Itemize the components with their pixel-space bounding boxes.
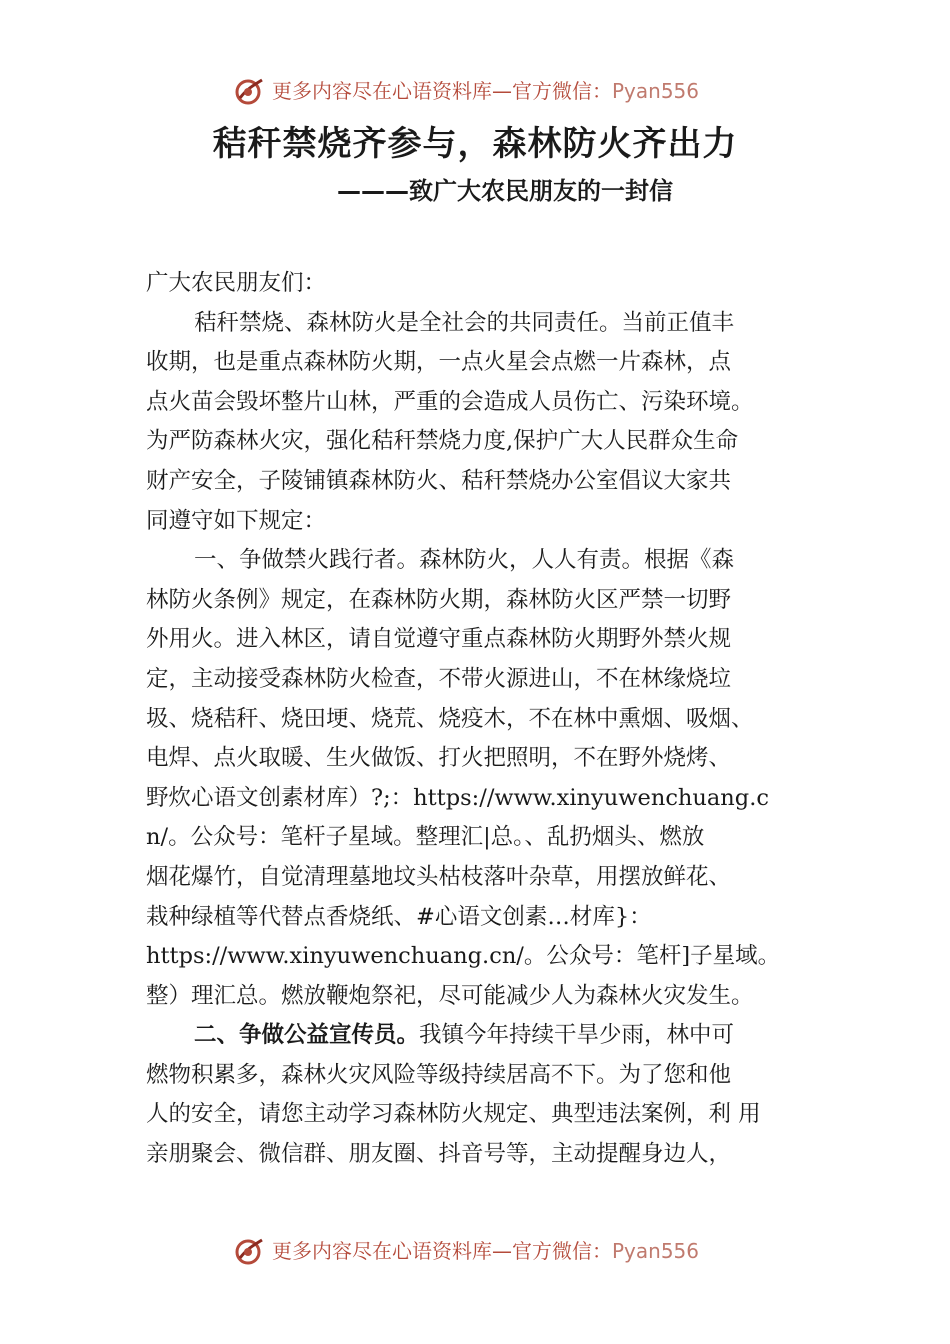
paragraph-line: 外用火。进入林区，请自觉遵守重点森林防火期野外禁火规 [146,626,732,653]
paragraph-line: 为严防森林火灾，强化秸秆禁烧力度,保护广大人民群众生命 [146,428,739,455]
paragraph-line: 定，主动接受森林防火检查，不带火源进山，不在林缘烧垃 [146,665,732,692]
paragraph-line: 一、争做禁火践行者。森林防火，人人有责。根据《森 [194,547,735,574]
paragraph-line: 燃物积累多，森林火灾风险等级持续居高不下。为了您和他 [146,1061,732,1088]
paragraph-line: 野炊心语文创素材库）?;：https://www.xinyuwenchuang.c [146,784,769,811]
paragraph-line: 财产安全，子陵铺镇森林防火、秸秆禁烧办公室倡议大家共 [146,467,732,494]
section-2-heading: 二、争做公益宣传员。 [194,1022,420,1049]
paragraph-line: 秸秆禁烧、森林防火是全社会的共同责任。当前正值丰 [194,309,735,336]
brand-logo-icon [234,76,266,106]
paragraph-line: 人的安全，请您主动学习森林防火规定、典型违法案例，利 用 [146,1101,761,1128]
paragraph-line: 林防火条例》规定，在森林防火期，森林防火区严禁一切野 [146,586,732,613]
paragraph-line: n/。公众号：笔杆子星域。整理汇|总。、乱扔烟头、燃放 [146,824,705,851]
letter-body [146,264,818,1175]
banner-text: 更多内容尽在心语资料库—官方微信：Pyan556 [272,79,700,103]
greeting: 广大农民朋友们： [146,270,327,296]
wechat-id: Pyan556 [612,79,700,103]
wechat-id: Pyan556 [612,1239,700,1263]
section-2-first-line: 二、争做公益宣传员。我镇今年持续干旱少雨，林中可 [194,1022,735,1049]
document-title: 秸秆禁烧齐参与，森林防火齐出力 [212,124,738,164]
footer-banner [0,1234,950,1268]
header-banner [0,74,950,108]
paragraph-line: 亲朋聚会、微信群、朋友圈、抖音号等，主动提醒身边人， [146,1141,732,1168]
paragraph-line: 整）理汇总。燃放鞭炮祭祀，尽可能减少人为森林火灾发生。 [146,982,754,1009]
paragraph-line: 栽种绿植等代替点香烧纸、#心语文创素…材库}： [146,903,652,930]
banner-text: 更多内容尽在心语资料库—官方微信：Pyan556 [272,1239,700,1263]
paragraph-line: 同遵守如下规定： [146,507,327,534]
paragraph-line: 烟花爆竹，自觉清理墓地坟头枯枝落叶杂草，用摆放鲜花、 [146,863,732,890]
document-subtitle: ———致广大农民朋友的一封信 [337,177,673,205]
paragraph-line: https://www.xinyuwenchuang.cn/。公众号：笔杆]子星域。 [146,943,781,970]
paragraph-line: 电焊、点火取暖、生火做饭、打火把照明，不在野外烧烤、 [146,745,732,772]
paragraph-line: 点火苗会毁坏整片山林，严重的会造成人员伤亡、污染环境。 [146,388,754,415]
paragraph-line: 收期，也是重点森林防火期，一点火星会点燃一片森林，点 [146,349,732,376]
paragraph-line: 圾、烧秸秆、烧田埂、烧荒、烧疫木，不在林中熏烟、吸烟、 [146,705,754,732]
brand-logo-icon [234,1236,266,1266]
